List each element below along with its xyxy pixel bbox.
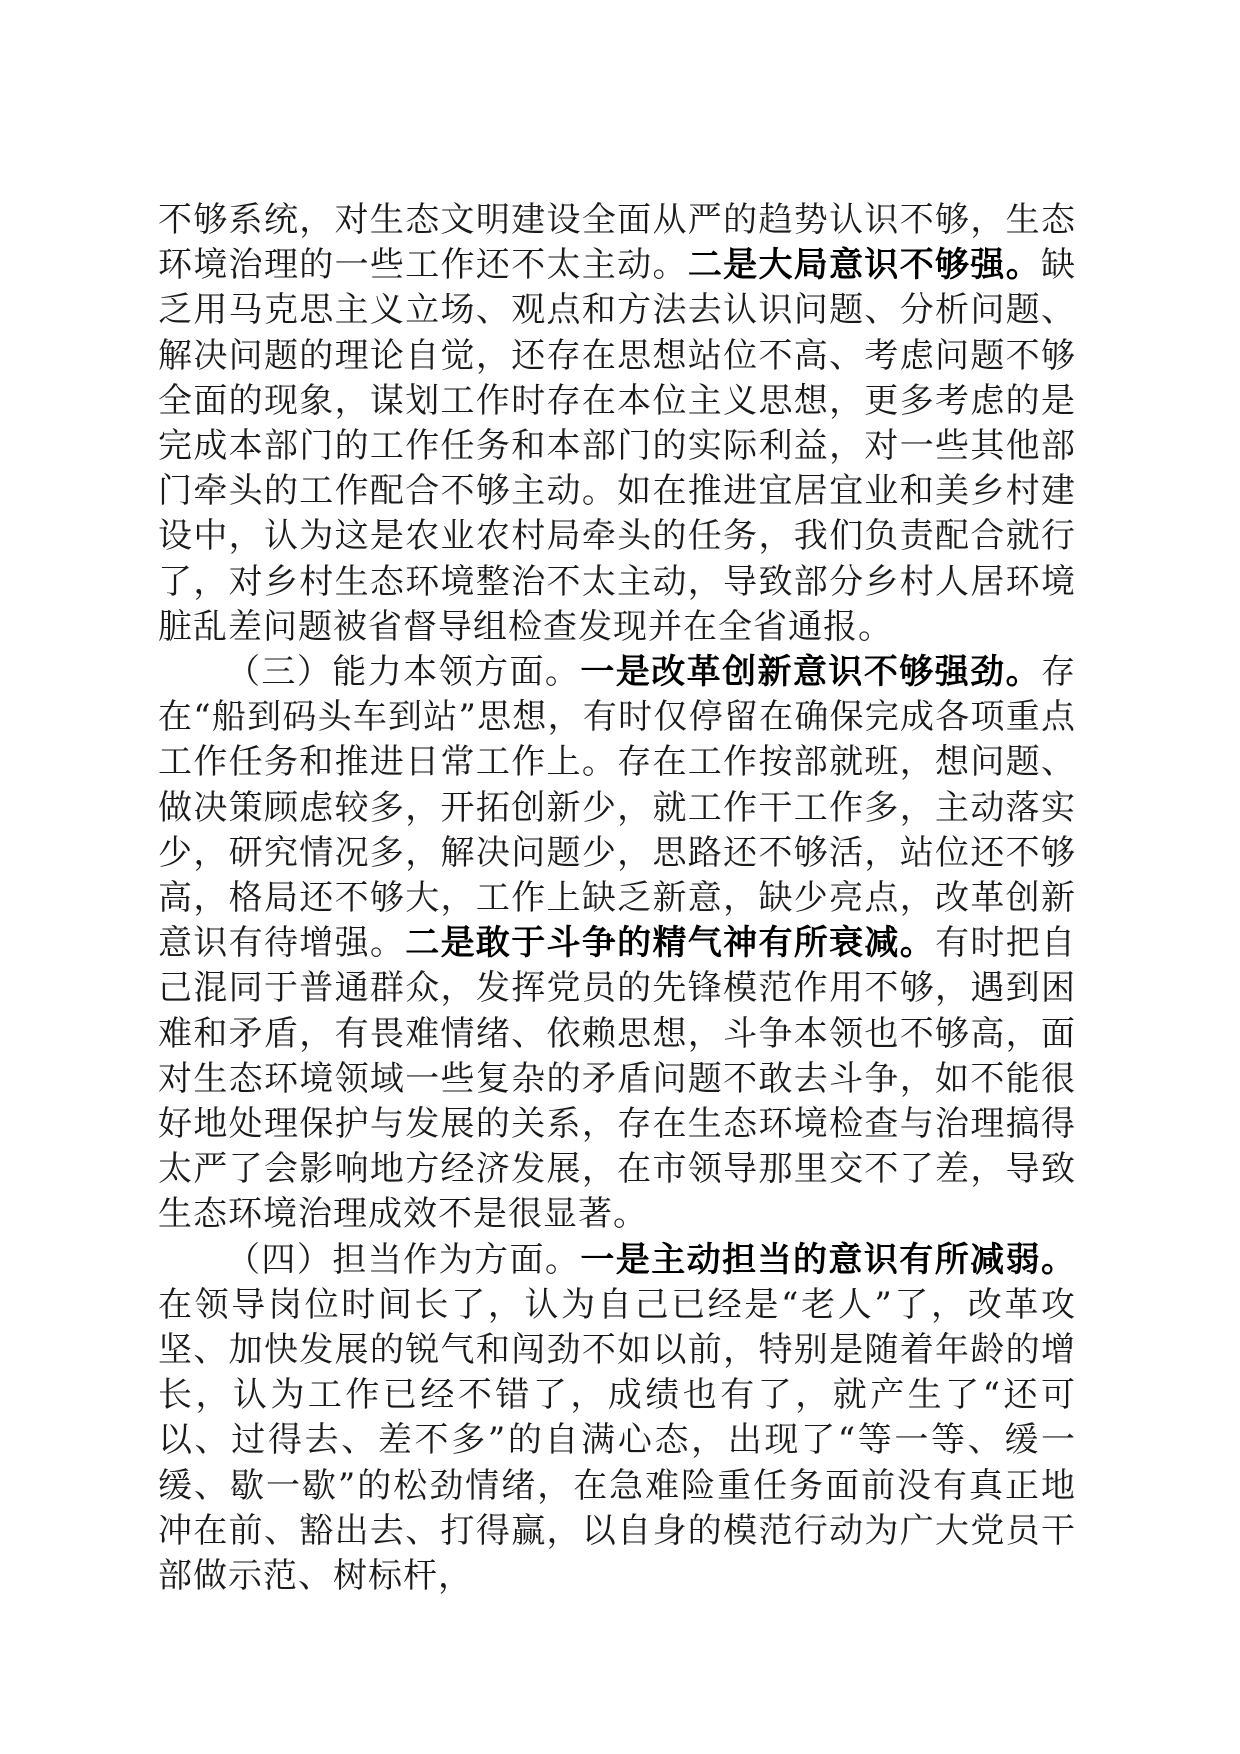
paragraph-3-text-1: 在领导岗位时间长了，认为自己已经是“老人”了，改革攻坚、加快发展的锐气和闯劲不如以前，特别是随着年龄的增长，认为工作已经不错了，成绩也有了，就产生了“还可以、过得去、差不多”的自满心态，出现了“等一等、缓一缓、歇一歇”的松劲情绪，在急难险重任务面前没有真正地冲在前、豁出去、打得赢，以自身的模范行动为广大党员干部做示范、树标杆， [158,1284,1076,1597]
paragraph-2-point-1: 一是改革创新意识不够强劲。 [580,652,1042,693]
paragraph-3-point-1: 一是主动担当的意识有所减弱。 [580,1239,1077,1280]
paragraph-2 [158,650,1076,1238]
paragraph-1-heading-b: 二是大局意识不够强。 [687,245,1042,286]
paragraph-1-text-c: 缺乏用马克思主义立场、观点和方法去认识问题、分析问题、解决问题的理论自觉，还存在思想站位不高、考虑问题不够全面的现象，谋划工作时存在本位主义思想，更多考虑的是完成本部门的工作任务和本部门的实际利益，对一些其他部门牵头的工作配合不够主动。如在推进宜居宜业和美乡村建设中，认为这是农业农村局牵头的任务，我们负责配合就行了，对乡村生态环境整治不太主动，导致部分乡村人居环境脏乱差问题被省督导组检查发现并在全省通报。 [158,245,1077,647]
paragraph-2-text-2: 有时把自己混同于普通群众，发挥党员的先锋模范作用不够，遇到困难和矛盾，有畏难情绪、依赖思想，斗争本领也不够高，面对生态环境领域一些复杂的矛盾问题不敢去斗争，如不能很好地处理保护与发展的关系，存在生态环境检查与治理搞得太严了会影响地方经济发展，在市领导那里交不了差，导致生态环境治理成效不是很显著。 [158,923,1077,1235]
paragraph-1 [158,198,1076,650]
section-heading-responsibility: （四）担当作为方面。 [226,1239,581,1280]
paragraph-3 [158,1238,1076,1600]
paragraph-2-text-1: 存在“船到码头车到站”思想，有时仅停留在确保完成各项重点工作任务和推进日常工作上。存在工作按部就班，想问题、做决策顾虑较多，开拓创新少，就工作干工作多，主动落实少，研究情况多，解决问题少，思路还不够活，站位还不够高，格局还不够大，工作上缺乏新意，缺少亮点，改革创新意识有待增强。 [158,652,1077,964]
paragraph-1-text-a: 不够系统，对生态文明建设全面从严的趋势认识不够，生态环境治理的一些工作还不太主动。 [158,200,1076,286]
document-body [158,198,1076,1599]
paragraph-2-point-2: 二是敢于斗争的精气神有所衰减。 [405,923,936,964]
section-heading-capability: （三）能力本领方面。 [226,652,581,693]
